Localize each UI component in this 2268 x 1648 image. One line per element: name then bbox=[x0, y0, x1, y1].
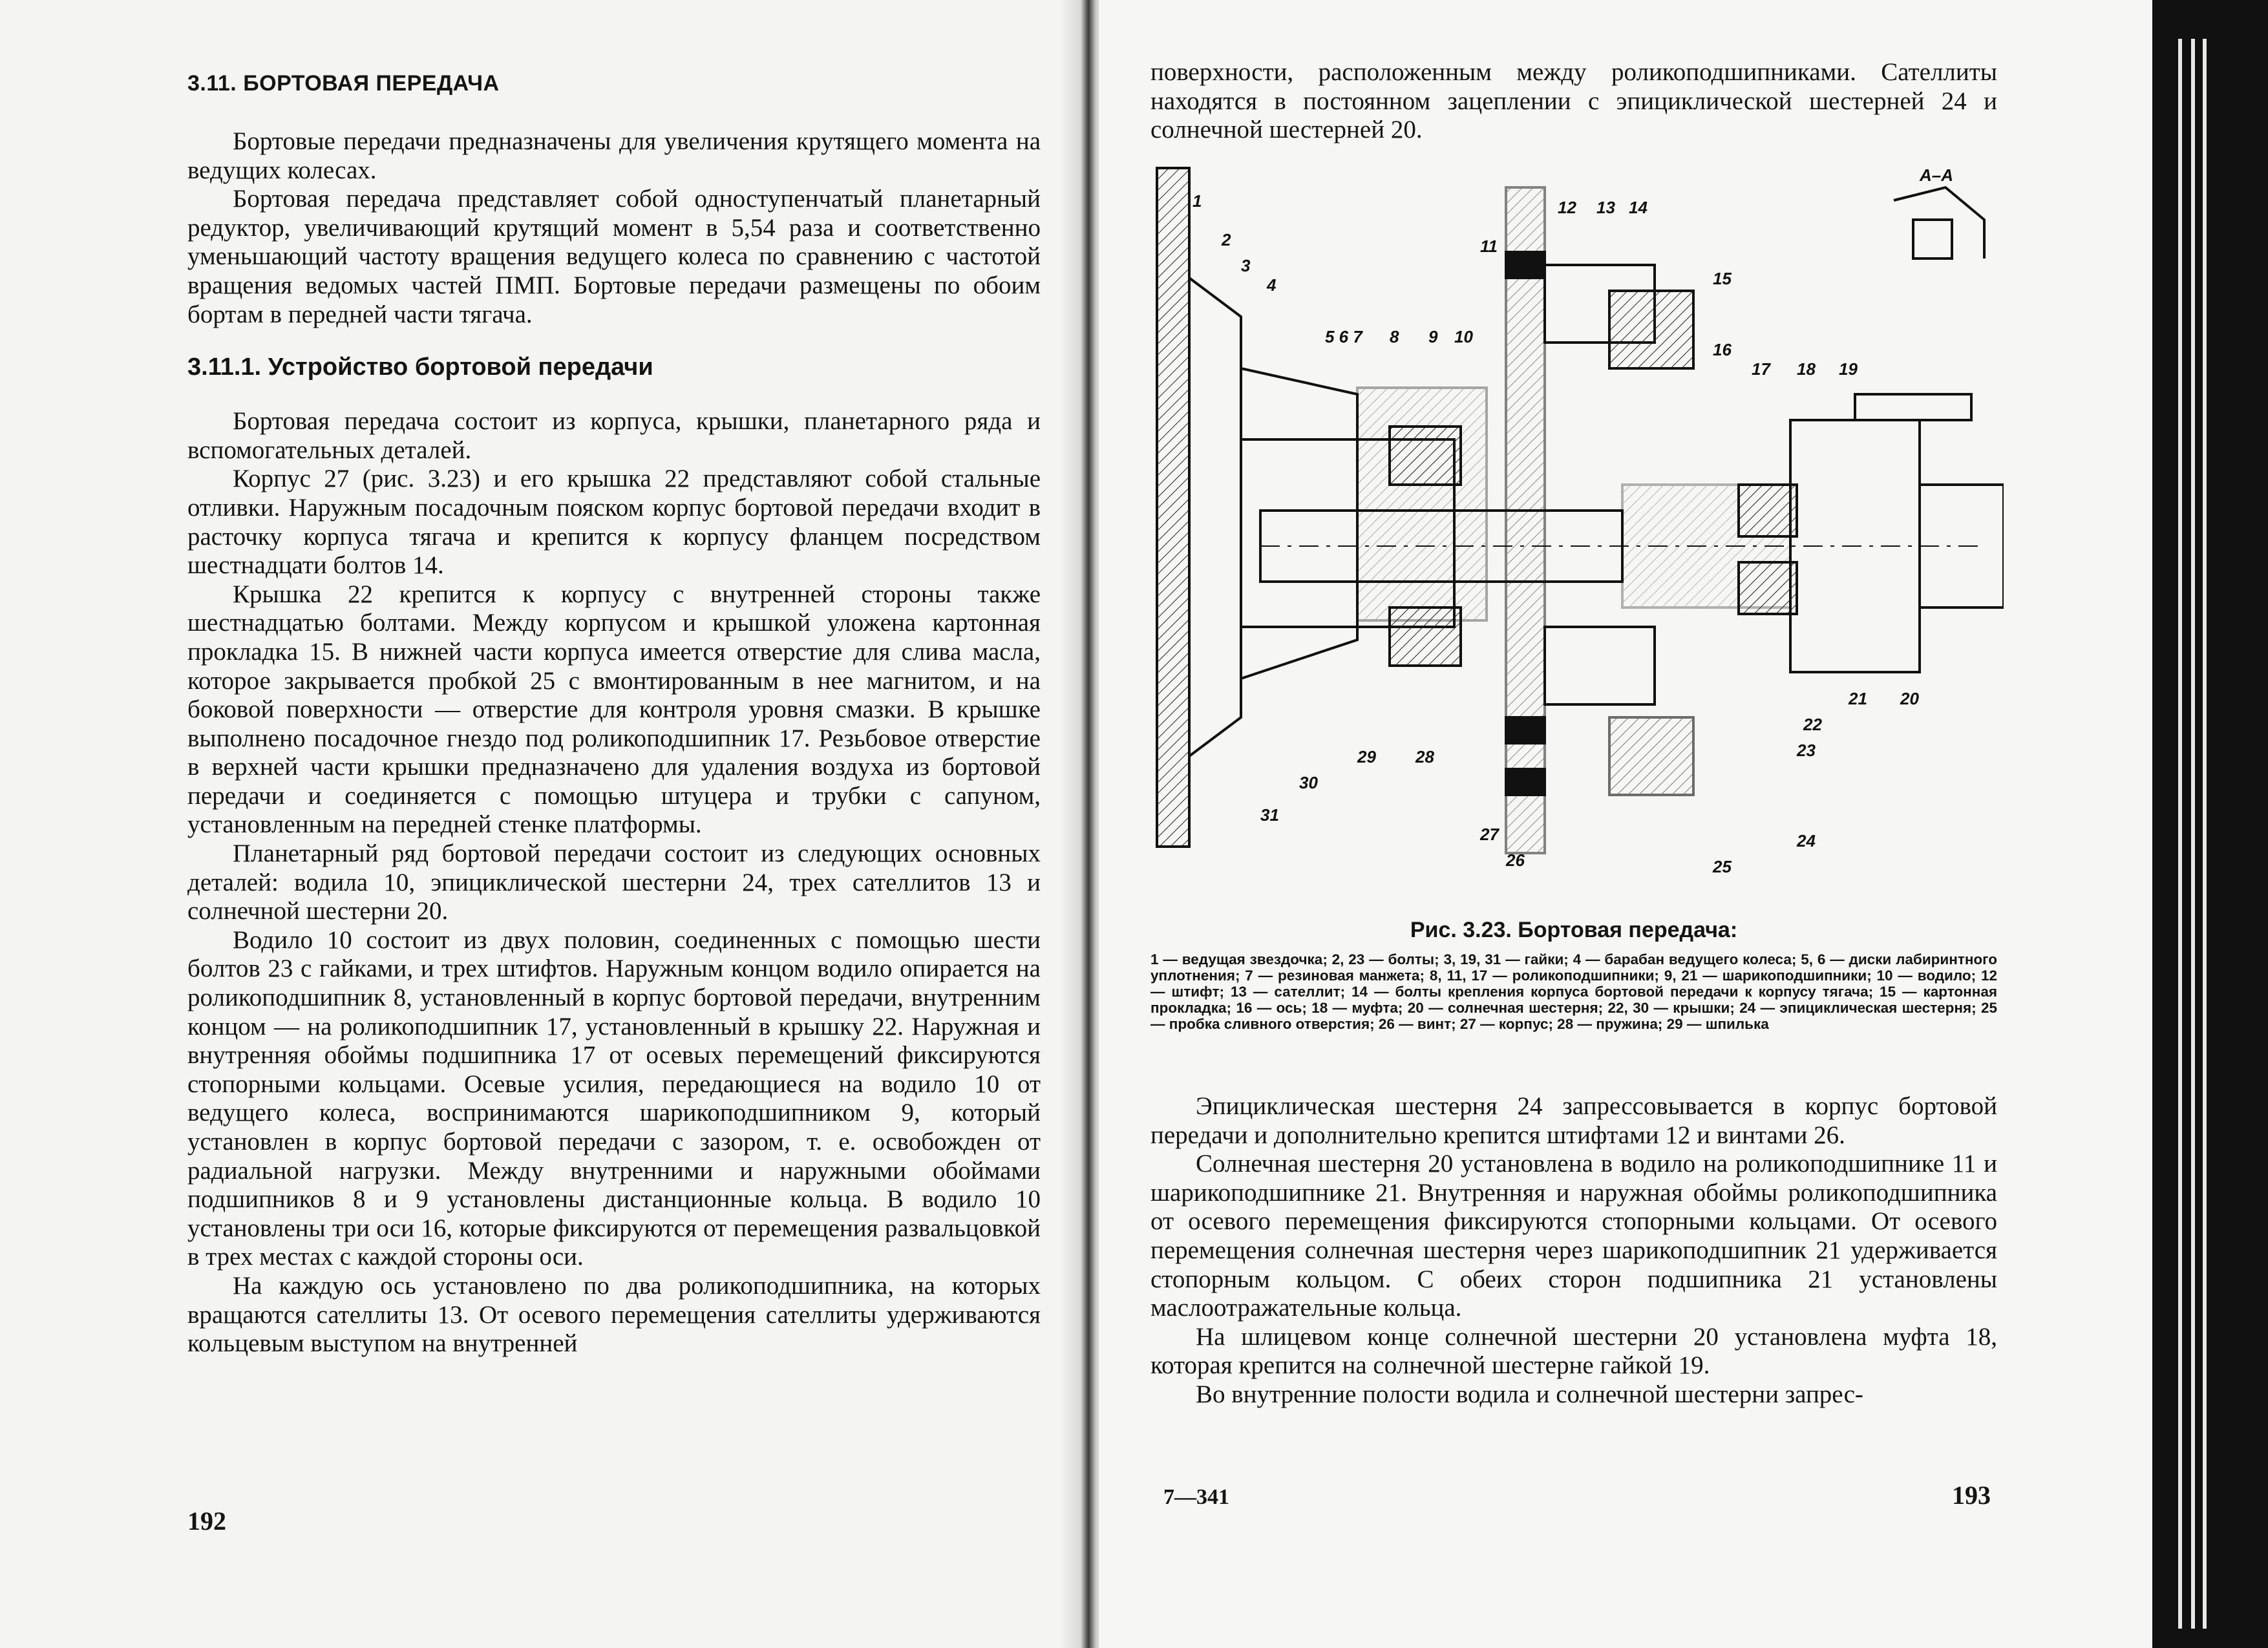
page-number-right: 193 bbox=[1952, 1481, 1991, 1510]
figure-callout: 9 bbox=[1428, 327, 1438, 346]
figure-callout: 10 bbox=[1454, 327, 1473, 346]
figure-callout: 23 bbox=[1797, 741, 1816, 760]
right-text-column bbox=[1150, 1092, 1997, 1410]
printer-signature: 7—341 bbox=[1163, 1485, 1229, 1509]
continued-paragraph: поверхности, расположенным между роликоподшипниками. Сателлиты находятся в постоянном зацеплении с эпициклической шестерней 24 и солнечной шестерней 20. bbox=[1150, 58, 1997, 144]
figure-callout: 22 bbox=[1803, 715, 1822, 734]
left-text-column bbox=[187, 71, 1041, 1358]
figure-callout: 11 bbox=[1480, 237, 1498, 256]
figure-caption-title: Рис. 3.23. Бортовая передача: bbox=[1410, 918, 1738, 942]
body-paragraph: Корпус 27 (рис. 3.23) и его крышка 22 представляют собой стальные отливки. Наружным посадочным пояском корпус бортовой передачи входит в расточку корпуса тягача и крепится к корпусу фланцем посредством шестнадцати болтов 14. bbox=[187, 465, 1041, 580]
figure-callout: 24 bbox=[1797, 831, 1816, 850]
figure-callout: 14 bbox=[1629, 198, 1648, 217]
figure-callout: 12 bbox=[1558, 198, 1576, 217]
body-paragraph: На каждую ось установлено по два роликоподшипника, на которых вращаются сателлиты 13. От осевого перемещения сателлиты удерживаются кольцевым выступом на внутренней bbox=[187, 1271, 1041, 1358]
figure-callout: 20 bbox=[1900, 689, 1919, 708]
figure-callout: 21 bbox=[1849, 689, 1867, 708]
subsection-title: 3.11.1. Устройство бортовой передачи bbox=[187, 354, 653, 381]
final-drive-drawing bbox=[1144, 149, 2004, 937]
intro-paragraph: Бортовая передача представляет собой одноступенчатый планетарный редуктор, увеличивающий крутящий момент в 5,54 раза и соответственно уменьшающий частоту вращения ведущего колеса по сравнению с частотой вращения ведомых частей ПМП. Бортовые передачи размещены по обоим бортам в передней части тягача. bbox=[187, 185, 1041, 328]
figure-callout: 31 bbox=[1260, 805, 1279, 825]
right-top-text bbox=[1150, 58, 1997, 145]
figure-callout: 30 bbox=[1299, 773, 1318, 792]
page-edge-shadow bbox=[2152, 0, 2268, 1648]
intro-paragraph: Бортовые передачи предназначены для увеличения крутящего момента на ведущих колесах. bbox=[187, 127, 1041, 184]
figure-callout: 17 bbox=[1752, 359, 1770, 379]
figure-callout: 13 bbox=[1596, 198, 1615, 217]
figure-callout: 4 bbox=[1267, 275, 1277, 295]
body-paragraph: Бортовая передача состоит из корпуса, крышки, планетарного ряда и вспомогательных деталей. bbox=[187, 407, 1041, 464]
figure-callout: 28 bbox=[1415, 747, 1434, 766]
section-label: А–А bbox=[1920, 165, 1954, 185]
figure-callout: 27 bbox=[1480, 825, 1499, 844]
body-paragraph: Солнечная шестерня 20 установлена в водило на роликоподшипнике 11 и шарикоподшипнике 21. Внутренняя и наружная обоймы роликоподшипника от осевого перемещения фиксируются стопорными кольцами. От осевого перемещения солнечная шестерня через шарикоподшипник 21 удерживается стопорным кольцом. С обеих сторон подшипника 21 установлены маслоотражательные кольца. bbox=[1150, 1150, 1997, 1322]
body-paragraph: Крышка 22 крепится к корпусу с внутренней стороны также шестнадцатью болтами. Между корпусом и крышкой уложена картонная прокладка 15. В нижней части корпуса имеется отверстие для слива масла, которое закрывается пробкой 25 с вмонтированным в нее магнитом, и на боковой поверхности — отверстие для контроля уровня смазки. В крышке выполнено посадочное гнездо под роликоподшипник 17. Резьбовое отверстие в верхней части крышки предназначено для удаления воздуха из бортовой передачи и соединяется с помощью штуцера и трубки с сапуном, установленным на передней стенке платформы. bbox=[187, 580, 1041, 839]
body-paragraph: Во внутренние полости водила и солнечной шестерни запрес- bbox=[1196, 1380, 1863, 1408]
figure-callout: 16 bbox=[1713, 340, 1732, 359]
right-page bbox=[1099, 0, 2172, 1648]
figure-callout: 3 bbox=[1241, 256, 1251, 275]
body-paragraph: Планетарный ряд бортовой передачи состоит из следующих основных деталей: водила 10, эпициклической шестерни 24, трех сателлитов 13 и солнечной шестерни 20. bbox=[187, 840, 1041, 925]
figure-callout: 29 bbox=[1357, 747, 1376, 766]
figure-callout: 1 bbox=[1192, 191, 1202, 211]
figure-callout: 2 bbox=[1222, 230, 1231, 249]
figure-callout: 25 bbox=[1713, 857, 1732, 876]
figure-callout: 5 6 7 bbox=[1325, 327, 1362, 346]
figure-callout: 15 bbox=[1713, 269, 1732, 288]
section-title: 3.11. БОРТОВАЯ ПЕРЕДАЧА bbox=[187, 71, 500, 96]
body-paragraph: Эпициклическая шестерня 24 запрессовывается в корпус бортовой передачи и дополнительно крепится штифтами 12 и винтами 26. bbox=[1150, 1092, 1997, 1149]
body-paragraph: Водило 10 состоит из двух половин, соединенных с помощью шести болтов 23 с гайками, и трех штифтов. Наружным концом водило опирается на роликоподшипник 8, установленный в корпус бортовой передачи, внутренним концом — на роликоподшипник 17, установленный в крышку 22. Наружная и внутренняя обоймы подшипника 17 от осевых перемещений фиксируются стопорными кольцами. Осевые усилия, передающиеся на водило 10 от ведущего колеса, воспринимаются шарикоподшипником 9, который установлен в корпус бортовой передачи с зазором, т. е. освобожден от радиальной нагрузки. Между внутренними и наружными обоймами подшипников 8 и 9 установлены дистанционные кольца. В водило 10 установлены три оси 16, которые фиксируются от перемещения развальцовкой в трех местах с каждой стороны оси. bbox=[187, 925, 1041, 1271]
page-number-left: 192 bbox=[187, 1506, 226, 1536]
figure-callout: 26 bbox=[1506, 850, 1525, 870]
figure-3-23 bbox=[1144, 149, 2004, 937]
figure-callout: 19 bbox=[1839, 359, 1858, 379]
left-page bbox=[0, 0, 1092, 1648]
figure-callout: 8 bbox=[1390, 327, 1399, 346]
body-paragraph: На шлицевом конце солнечной шестерни 20 установлена муфта 18, которая крепится на солнечной шестерне гайкой 19. bbox=[1150, 1322, 1997, 1380]
figure-legend: 1 — ведущая звездочка; 2, 23 — болты; 3, 19, 31 — гайки; 4 — барабан ведущего колеса; 5, 6 — диски лабиринтного уплотнения; 7 — резиновая манжета; 8, 11, 17 — роликоподшипники; 9, 21 — шарикоподшипники; 10 — водило; 12 — штифт; 13 — сателлит; 14 — болты крепления корпуса бортовой передачи к корпусу тягача; 15 — картонная прокладка; 16 — ось; 18 — муфта; 20 — солнечная шестерня; 22, 30 — крышки; 24 — эпициклическая шестерня; 25 — пробка сливного отверстия; 26 — винт; 27 — корпус; 28 — пружина; 29 — шпилька bbox=[1150, 951, 1997, 1032]
figure-callout: 18 bbox=[1797, 359, 1816, 379]
